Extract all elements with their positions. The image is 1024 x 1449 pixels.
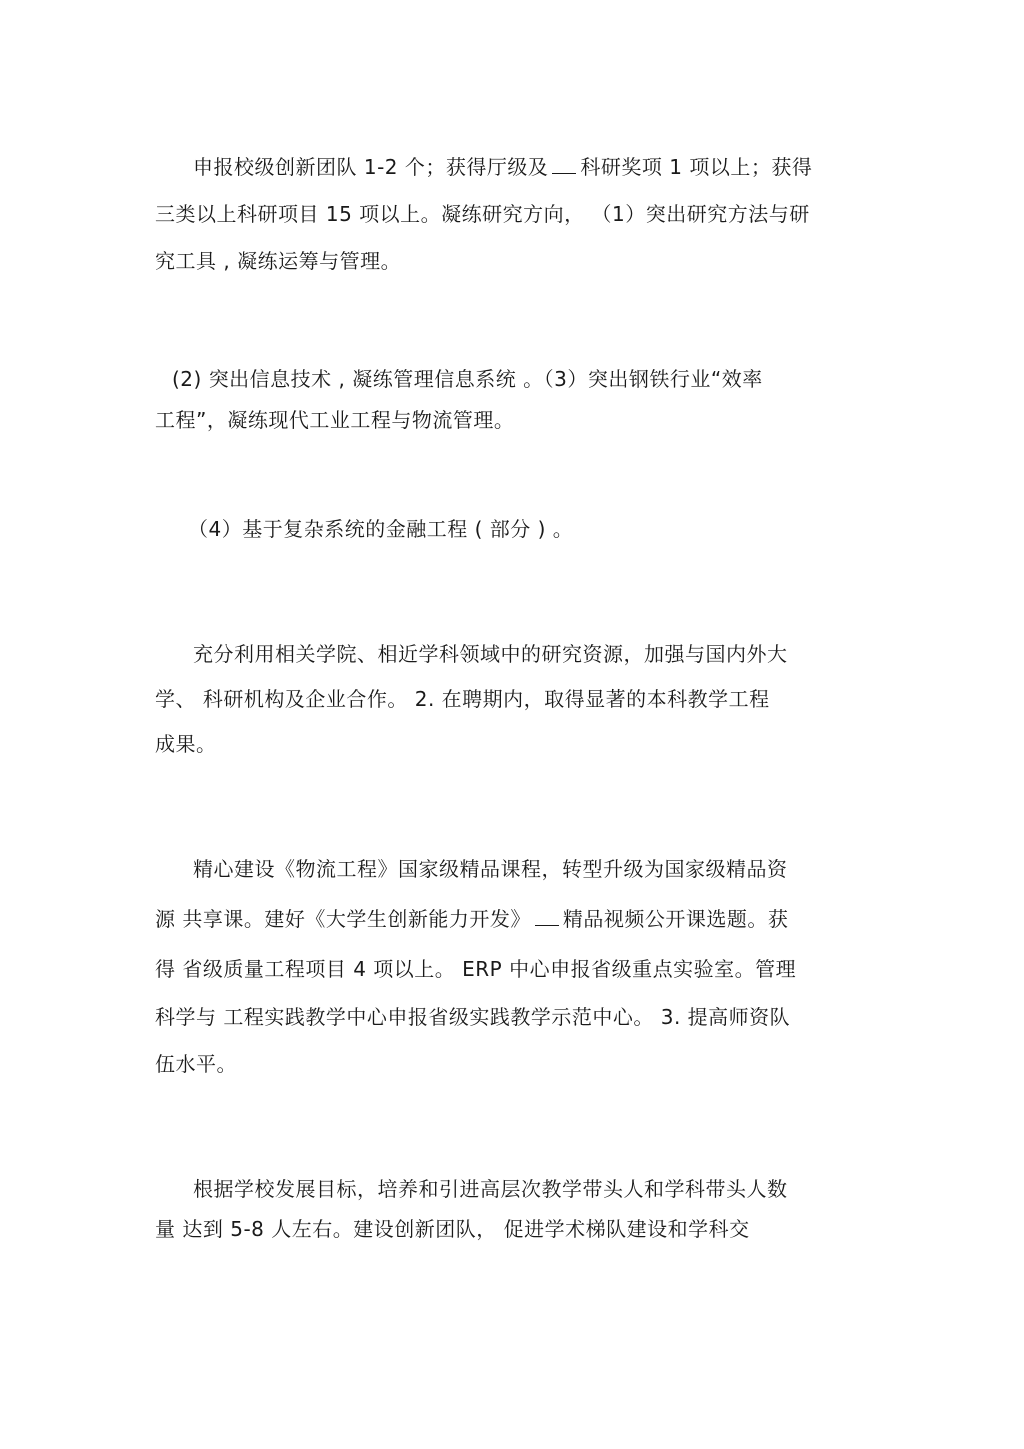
paragraph-5-line-1: 精心建设《物流工程》国家级精品课程，转型升级为国家级精品资: [193, 857, 788, 881]
paragraph-3-line-1: （4）基于复杂系统的金融工程 ( 部分 ) 。: [188, 517, 574, 541]
paragraph-1-line-2: 三类以上科研项目 15 项以上。凝练研究方向， （1）突出研究方法与研: [155, 202, 810, 226]
paragraph-4-line-3: 成果。: [155, 732, 217, 756]
paragraph-5-line-5: 伍水平。: [155, 1052, 237, 1076]
paragraph-1-line-3: 究工具 , 凝练运筹与管理。: [155, 249, 402, 273]
p1-line1-part-b: 科研奖项 1 项以上；获得: [580, 155, 813, 179]
paragraph-4-line-2: 学、 科研机构及企业合作。 2. 在聘期内，取得显著的本科教学工程: [155, 687, 770, 711]
paragraph-2-line-1: (2) 突出信息技术 , 凝练管理信息系统 。（3）突出钢铁行业“效率: [172, 367, 763, 391]
paragraph-6-line-2: 量 达到 5-8 人左右。建设创新团队， 促进学术梯队建设和学科交: [155, 1217, 750, 1241]
paragraph-6-line-1: 根据学校发展目标，培养和引进高层次教学带头人和学科带头人数: [193, 1177, 788, 1201]
fill-in-blank: [552, 155, 576, 174]
paragraph-5-line-2: [155, 905, 788, 933]
p5-line2-part-b: 精品视频公开课选题。获: [562, 907, 789, 931]
fill-in-blank: [535, 907, 559, 926]
paragraph-2-line-2: 工程”，凝练现代工业工程与物流管理。: [155, 408, 515, 432]
paragraph-5-line-4: 科学与 工程实践教学中心申报省级实践教学示范中心。 3. 提高师资队: [155, 1005, 791, 1029]
p1-line1-part-a: 申报校级创新团队 1-2 个；获得厅级及: [193, 155, 549, 179]
paragraph-4-line-1: 充分利用相关学院、相近学科领域中的研究资源，加强与国内外大: [193, 642, 788, 666]
paragraph-5-line-3: 得 省级质量工程项目 4 项以上。 ERP 中心申报省级重点实验室。管理: [155, 957, 797, 981]
p5-line2-part-a: 源 共享课。建好《大学生创新能力开发》: [155, 907, 531, 931]
paragraph-1-line-1: [193, 153, 812, 181]
